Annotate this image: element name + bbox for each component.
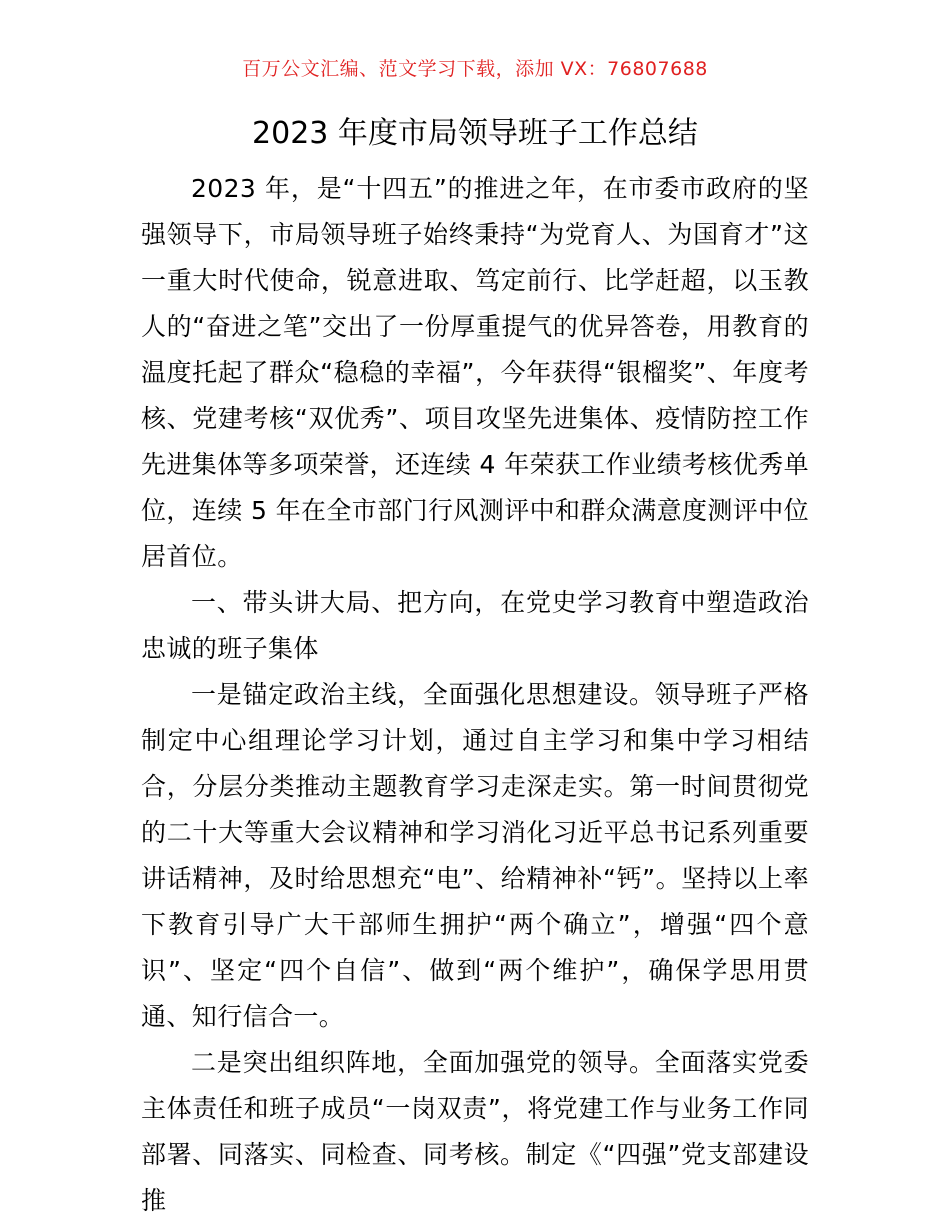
paragraph-intro: 2023 年，是“十四五”的推进之年，在市委市政府的坚强领导下，市局领导班子始终秉持“为党育人、为国育才”这一重大时代使命，锐意进取、笃定前行、比学赶超，以玉教人的“奋进之笔”交出了一份厚重提气的优异答卷，用教育的温度托起了群众“稳稳的幸福”，今年获得“银榴奖”、年度考核、党建考核“双优秀”、项目攻坚先进集体、疫情防控工作先进集体等多项荣誉，还连续 4 年荣获工作业绩考核优秀单位，连续 5 年在全市部门行风测评中和群众满意度测评中位居首位。 (141, 174, 810, 571)
paragraph-1: 一是锚定政治主线，全面强化思想建设。领导班子严格制定中心组理论学习计划，通过自主学习和集中学习相结合，分层分类推动主题教育学习走深走实。第一时间贯彻党的二十大等重大会议精神和学习消化习近平总书记系列重要讲话精神，及时给思想充“电”、给精神补“钙”。坚持以上率下教育引导广大干部师生拥护“两个确立”，增强“四个意识”、坚定“四个自信”、做到“两个维护”，确保学思用贯通、知行信合一。 (141, 680, 809, 1031)
document-body (141, 166, 809, 1224)
document-title: 2023 年度市局领导班子工作总结 (252, 116, 698, 151)
section-heading-1: 一、带头讲大局、把方向，在党史学习教育中塑造政治忠诚的班子集体 (141, 588, 809, 663)
paragraph-2: 二是突出组织阵地，全面加强党的领导。全面落实党委主体责任和班子成员“一岗双责”，将党建工作与业务工作同部署、同落实、同检查、同考核。制定《“四强”党支部建设推 (141, 1048, 809, 1215)
header-banner: 百万公文汇编、范文学习下载，添加 VX：76807688 (242, 58, 708, 80)
